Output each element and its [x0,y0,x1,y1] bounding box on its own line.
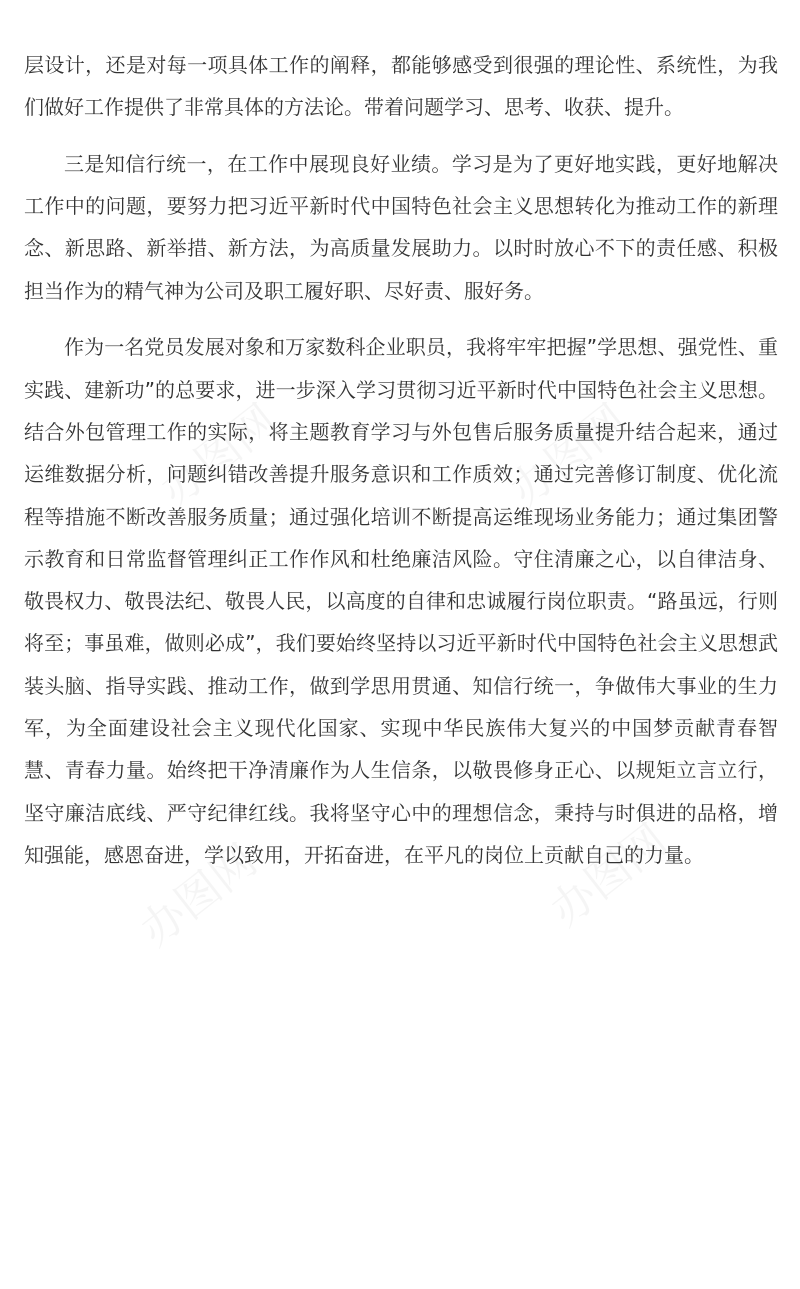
watermark: 办图网 [131,834,267,957]
watermark: 办图网 [151,394,287,517]
watermark: 办图网 [501,394,637,517]
watermark: 办图网 [541,814,677,937]
document-body [24,44,778,891]
paragraph-third-point: 三是知信行统一，在工作中展现良好业绩。学习是为了更好地实践，更好地解决工作中的问题，要努力把习近平新时代中国特色社会主义思想转化为推动工作的新理念、新思路、新举措、新方法，为高质量发展助力。以时时放心不下的责任感、积极担当作为的精气神为公司及职工履好职、尽好责、服好务。 [24,151,778,303]
paragraph-continuation: 层设计，还是对每一项具体工作的阐释，都能够感受到很强的理论性、系统性，为我们做好工作提供了非常具体的方法论。带着问题学习、思考、收获、提升。 [24,53,778,120]
paragraph-commitment: 作为一名党员发展对象和万家数科企业职员，我将牢牢把握”学思想、强党性、重实践、建新功”的总要求，进一步深入学习贯彻习近平新时代中国特色社会主义思想。结合外包管理工作的实际，将主题教育学习与外包售后服务质量提升结合起来，通过运维数据分析，问题纠错改善提升服务意识和工作质效；通过完善修订制度、优化流程等措施不断改善服务质量；通过强化培训不断提高运维现场业务能力；通过集团警示教育和日常监督管理纠正工作作风和杜绝廉洁风险。守住清廉之心，以自律洁身、敬畏权力、敬畏法纪、敬畏人民，以高度的自律和忠诚履行岗位职责。“路虽远，行则将至；事虽难，做则必成”，我们要始终坚持以习近平新时代中国特色社会主义思想武装头脑、指导实践、推动工作，做到学思用贯通、知信行统一，争做伟大事业的生力军，为全面建设社会主义现代化国家、实现中华民族伟大复兴的中国梦贡献青春智慧、青春力量。始终把干净清廉作为人生信条，以敬畏修身正心、以规矩立言立行，坚守廉洁底线、严守纪律红线。我将坚守心中的理想信念，秉持与时俱进的品格，增知强能，感恩奋进，学以致用，开拓奋进，在平凡的岗位上贡献自己的力量。 [24,335,778,867]
